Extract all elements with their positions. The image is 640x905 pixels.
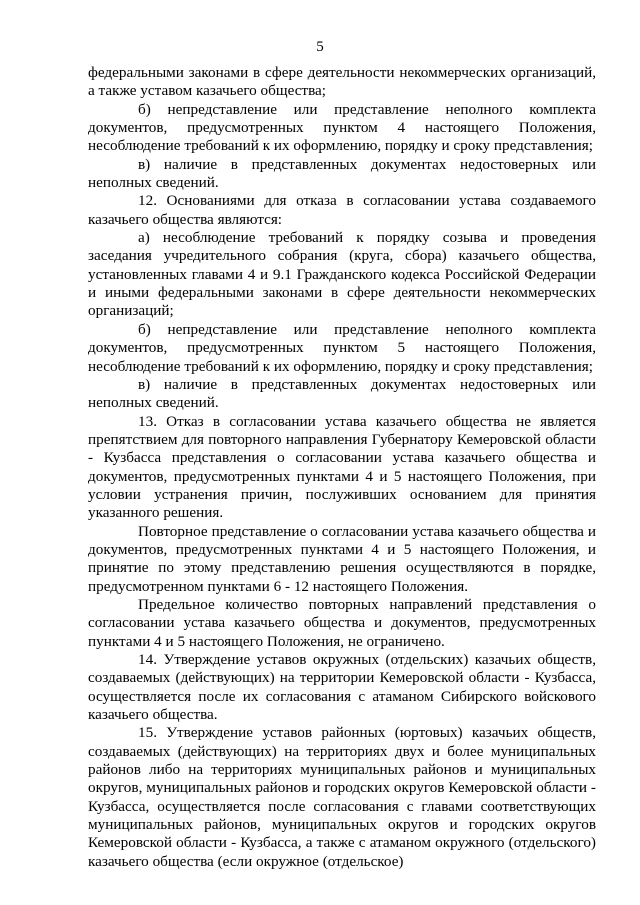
paragraph: в) наличие в представленных документах недостоверных или неполных сведений.: [88, 375, 596, 412]
document-body: [88, 64, 596, 871]
paragraph: Предельное количество повторных направлений представления о согласовании устава казачьего общества и документов, предусмотренных пунктами 4 и 5 настоящего Положения, не ограничено.: [88, 595, 596, 650]
paragraph: а) несоблюдение требований к порядку созыва и проведения заседания учредительного собрания (круга, сбора) казачьего общества, установленных главами 4 и 9.1 Гражданского кодекса Российской Федерации и иными федеральными законами в сфере деятельности некоммерческих организаций;: [88, 229, 596, 320]
paragraph: Повторное представление о согласовании устава казачьего общества и документов, предусмотренных пунктами 4 и 5 настоящего Положения, и принятие по этому представлению решения осуществляются в порядке, предусмотренном пунктами 6 - 12 настоящего Положения.: [88, 522, 596, 595]
paragraph: 14. Утверждение уставов окружных (отдельских) казачьих обществ, создаваемых (действующих) на территории Кемеровской области - Кузбасса, осуществляется после их согласования с атаманом Сибирского войскового казачьего общества.: [88, 651, 596, 724]
paragraph: в) наличие в представленных документах недостоверных или неполных сведений.: [88, 155, 596, 192]
paragraph: федеральными законами в сфере деятельности некоммерческих организаций, а также уставом казачьего общества;: [88, 64, 596, 100]
paragraph: 15. Утверждение уставов районных (юртовых) казачьих обществ, создаваемых (действующих) на территориях двух и более муниципальных районов либо на территориях муниципальных районов и муниципальных округов, муниципальных районов и городских округов Кемеровской области - Кузбасса, осуществляется после согласования с главами соответствующих муниципальных районов, муниципальных округов и городских округов Кемеровской области - Кузбасса, а также с атаманом окружного (отдельского) казачьего общества (если окружное (отдельское): [88, 724, 596, 870]
paragraph: 13. Отказ в согласовании устава казачьего общества не является препятствием для повторного направления Губернатору Кемеровской области - Кузбасса представления о согласовании устава казачьего общества и документов, предусмотренных пунктами 4 и 5 настоящего Положения, при условии устранения причин, послуживших основанием для принятия указанного решения.: [88, 412, 596, 522]
paragraph: б) непредставление или представление неполного комплекта документов, предусмотренных пунктом 4 настоящего Положения, несоблюдение требований к их оформлению, порядку и сроку представления;: [88, 100, 596, 155]
page-number: 5: [316, 39, 324, 55]
paragraph: б) непредставление или представление неполного комплекта документов, предусмотренных пунктом 5 настоящего Положения, несоблюдение требований к их оформлению, порядку и сроку представления;: [88, 320, 596, 375]
paragraph: 12. Основаниями для отказа в согласовании устава создаваемого казачьего общества являются:: [88, 192, 596, 228]
